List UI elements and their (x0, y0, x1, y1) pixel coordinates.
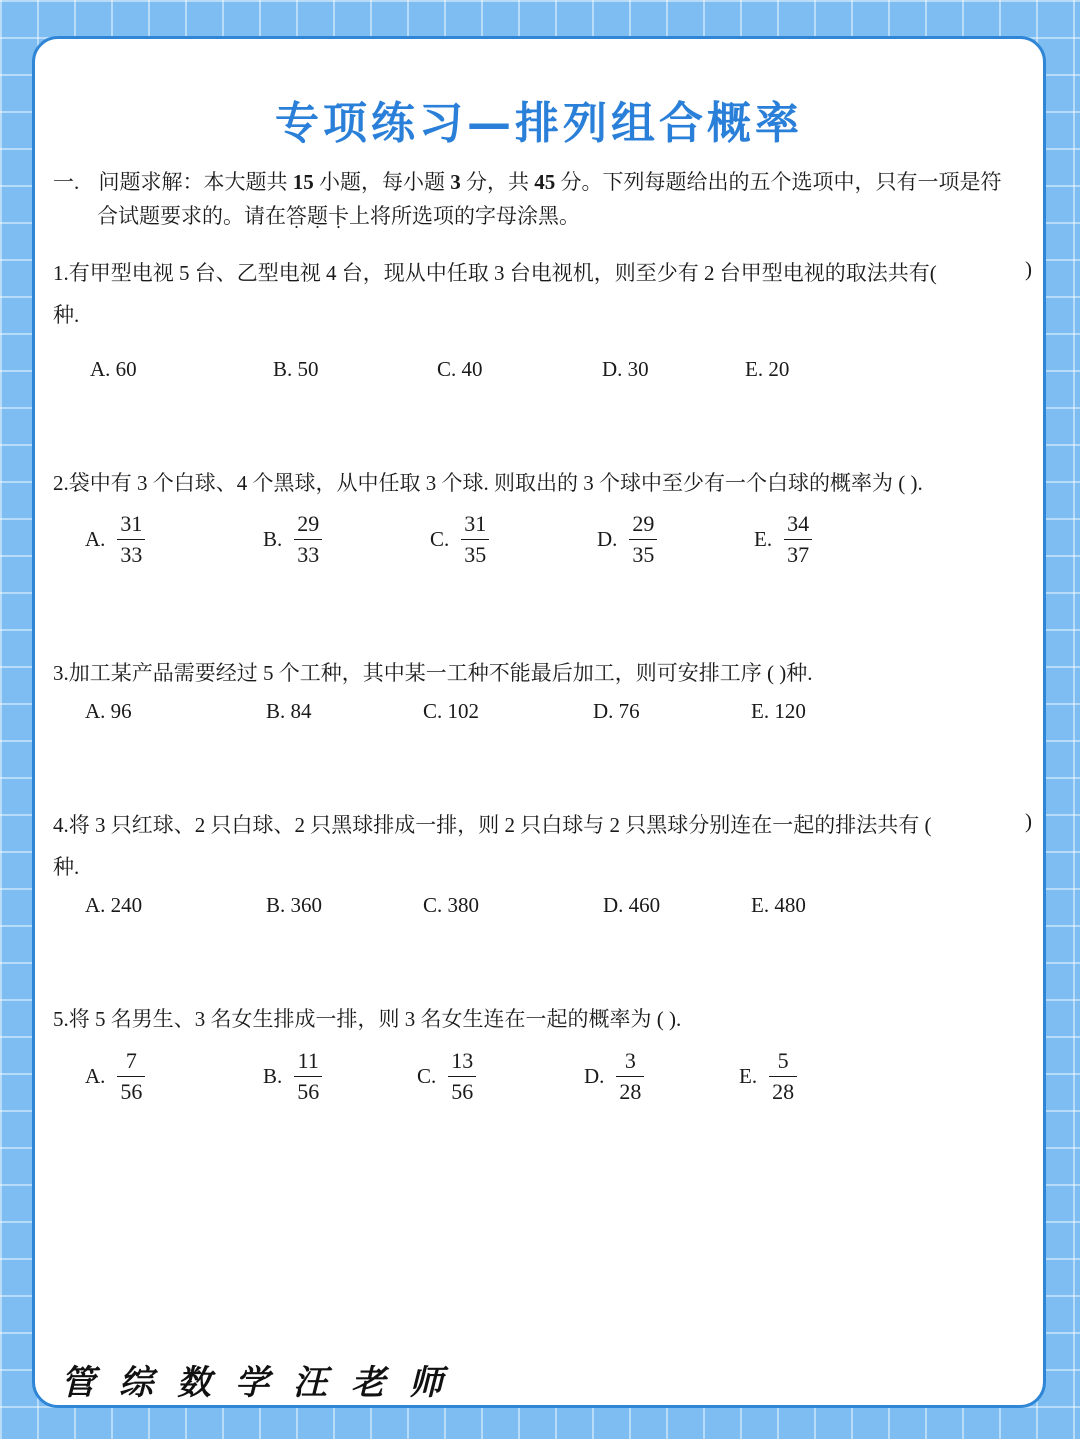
question-1-option-b[interactable]: B. 50 (273, 357, 319, 381)
fraction (117, 1046, 145, 1107)
question-2-option-c[interactable] (430, 509, 489, 570)
denominator: 35 (629, 539, 657, 570)
question-4-paren-close: ) (1025, 809, 1032, 833)
denominator: 37 (784, 539, 812, 570)
section-intro-line-1 (53, 165, 1002, 199)
option-label: D. (597, 527, 618, 551)
question-4-option-e[interactable]: E. 480 (751, 893, 806, 917)
question-count: 15 (292, 170, 314, 194)
option-label: D. (584, 1064, 605, 1088)
question-2-option-b[interactable] (263, 509, 322, 570)
numerator: 3 (624, 1048, 636, 1073)
intro-text-b: 小题，每小题 (313, 170, 451, 194)
question-3-option-b[interactable]: B. 84 (266, 699, 312, 723)
denominator: 28 (769, 1076, 797, 1107)
option-label: A. (85, 527, 106, 551)
numerator: 13 (451, 1048, 474, 1073)
option-label: C. (430, 527, 450, 551)
question-5-option-a[interactable] (85, 1046, 145, 1107)
denominator: 33 (117, 539, 145, 570)
denominator: 56 (117, 1076, 145, 1107)
question-1-option-a[interactable]: A. 60 (90, 357, 137, 381)
fraction (294, 1046, 322, 1107)
question-4-option-c[interactable]: C. 380 (423, 893, 480, 917)
intro-text-f: 上将所选项的字母涂黑。 (349, 204, 580, 228)
fraction (294, 509, 322, 570)
numerator: 31 (464, 511, 487, 536)
author-signature: 管综数学汪老师 (61, 1363, 467, 1403)
question-5-option-e[interactable] (739, 1046, 797, 1107)
section-number: 一. (53, 170, 80, 194)
denominator: 56 (448, 1076, 476, 1107)
question-5-option-b[interactable] (263, 1046, 322, 1107)
question-3-option-a[interactable]: A. 96 (85, 699, 132, 723)
question-1-paren-close: ) (1025, 257, 1032, 281)
numerator: 7 (125, 1048, 137, 1073)
points-each: 3 (450, 170, 461, 194)
question-2-option-d[interactable] (597, 509, 657, 570)
intro-text-d: 分。下列每题给出的五个选项中，只有一项是符 (555, 170, 1002, 194)
question-5-option-d[interactable] (584, 1046, 644, 1107)
emphasis-char-1: 答 (286, 204, 307, 228)
question-5-option-c[interactable] (417, 1046, 476, 1107)
question-1-text-cont: 种. (53, 303, 80, 327)
numerator: 5 (777, 1048, 789, 1073)
question-4-option-b[interactable]: B. 360 (266, 893, 323, 917)
question-4-option-d[interactable]: D. 460 (603, 893, 661, 917)
numerator: 29 (632, 511, 655, 536)
numerator: 31 (120, 511, 143, 536)
question-3-text: 3.加工某产品需要经过 5 个工种，其中某一工种不能最后加工，则可安排工序 ( )种. (53, 661, 813, 685)
page-title: 专项练习—排列组合概率 (275, 98, 803, 149)
numerator: 34 (787, 511, 810, 536)
question-3-option-d[interactable]: D. 76 (593, 699, 640, 723)
fraction (784, 509, 812, 570)
emphasis-char-2: 题 (307, 204, 328, 228)
question-4-option-a[interactable]: A. 240 (85, 893, 143, 917)
denominator: 35 (461, 539, 489, 570)
fraction (448, 1046, 476, 1107)
question-4-text-cont: 种. (53, 855, 80, 879)
question-2-text: 2.袋中有 3 个白球、4 个黑球，从中任取 3 个球. 则取出的 3 个球中至少有一个白球的概率为 ( ). (53, 471, 923, 495)
intro-text-e: 合试题要求的。请在 (97, 204, 286, 228)
denominator: 56 (294, 1076, 322, 1107)
fraction (629, 509, 657, 570)
intro-text-a: 问题求解：本大题共 (98, 170, 293, 194)
question-1-option-d[interactable]: D. 30 (602, 357, 649, 381)
question-1-option-e[interactable]: E. 20 (745, 357, 790, 381)
numerator: 29 (297, 511, 320, 536)
emphasis-char-3: 卡 (328, 204, 349, 228)
option-label: C. (417, 1064, 437, 1088)
option-label: B. (263, 1064, 283, 1088)
intro-text-c: 分，共 (460, 170, 535, 194)
question-2-option-a[interactable] (85, 509, 145, 570)
numerator: 11 (297, 1048, 319, 1073)
worksheet-card (32, 36, 1046, 1408)
fraction (769, 1046, 797, 1107)
question-5-text: 5.将 5 名男生、3 名女生排成一排，则 3 名女生连在一起的概率为 ( ). (53, 1007, 682, 1031)
fraction (616, 1046, 644, 1107)
question-3-option-c[interactable]: C. 102 (423, 699, 480, 723)
question-3-option-e[interactable]: E. 120 (751, 699, 806, 723)
denominator: 33 (294, 539, 322, 570)
fraction (461, 509, 489, 570)
option-label: E. (754, 527, 773, 551)
denominator: 28 (616, 1076, 644, 1107)
points-total: 45 (534, 170, 556, 194)
option-label: B. (263, 527, 283, 551)
fraction (117, 509, 145, 570)
question-2-option-e[interactable] (754, 509, 812, 570)
section-intro-line-2 (97, 199, 580, 233)
option-label: E. (739, 1064, 758, 1088)
question-4-text: 4.将 3 只红球、2 只白球、2 只黑球排成一排，则 2 只白球与 2 只黑球分别连在一起的排法共有 ( (53, 813, 932, 837)
option-label: A. (85, 1064, 106, 1088)
question-1-option-c[interactable]: C. 40 (437, 357, 483, 381)
question-1-text: 1.有甲型电视 5 台、乙型电视 4 台，现从中任取 3 台电视机，则至少有 2 台甲型电视的取法共有( (53, 261, 937, 285)
